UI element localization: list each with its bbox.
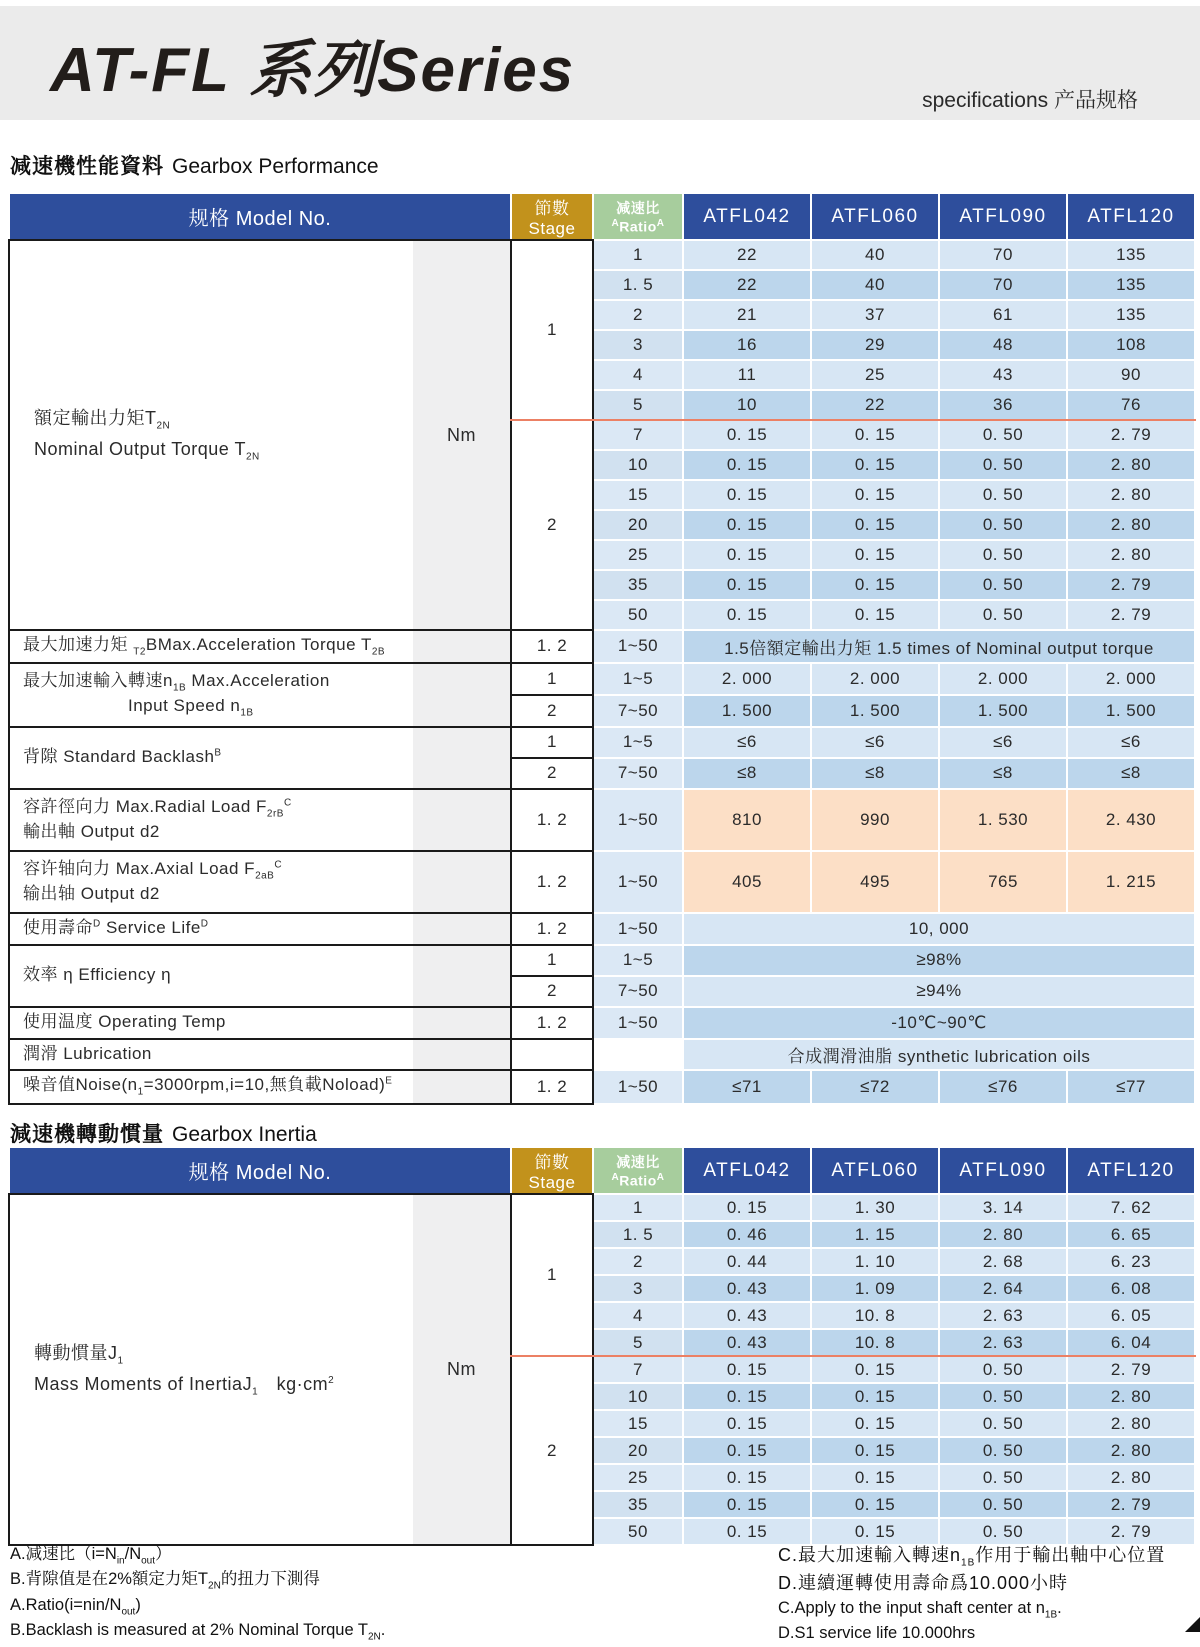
row-label-max-acceleration-input-speed: 最大加速輸入轉速$n_{1B}$ Max.Acceleration Input Speed $n_{1B}$: [9, 663, 413, 727]
col-header-stage: 節數Stage: [511, 193, 593, 240]
value-cell: 2. 000: [1067, 663, 1195, 695]
stage-2: 2: [511, 976, 593, 1007]
value-cell: 0. 15: [811, 1437, 939, 1464]
value-cell: 0. 15: [811, 1491, 939, 1518]
section-title-inertia-en: Gearbox Inertia: [172, 1123, 317, 1146]
value-cell: 0. 15: [811, 1464, 939, 1491]
value-cell: ≤72: [811, 1070, 939, 1104]
value-cell: 48: [939, 330, 1067, 360]
value-cell: 1. 09: [811, 1275, 939, 1302]
value-cell: 135: [1067, 270, 1195, 300]
row-label-service-life: 使用壽命$^D$ Service Life$^D$: [9, 913, 413, 945]
value-cell: 405: [683, 851, 811, 913]
value-cell: 0. 15: [811, 570, 939, 600]
ratio-cell: 4: [593, 360, 683, 390]
value-cell: 40: [811, 240, 939, 270]
value-cell: 2. 80: [1067, 480, 1195, 510]
value-cell: 0. 50: [939, 1383, 1067, 1410]
section-title-inertia-zh: 減速機轉動慣量: [10, 1123, 164, 1146]
value-cell: 0. 50: [939, 480, 1067, 510]
value-cell: 2. 000: [939, 663, 1067, 695]
value-cell: 2. 000: [811, 663, 939, 695]
gearbox-inertia-table: [8, 1146, 1196, 1546]
row-label-nominal-output-torque: 額定輸出力矩$T_{2N}$ Nominal Output Torque $T_{2N}$: [9, 240, 413, 630]
value-cell: 0. 15: [683, 450, 811, 480]
value-cell: 0. 43: [683, 1302, 811, 1329]
footnote-c-en: C.Apply to the input shaft center at $n_{1B}$.: [778, 1598, 1062, 1620]
value-cell: 0. 15: [683, 420, 811, 450]
value-cell: 0. 15: [683, 1194, 811, 1221]
value-cell: 0. 50: [939, 1464, 1067, 1491]
footnote-c-zh: C.最大加速輸入轉速$n_{1B}$作用于輸出軸中心位置: [778, 1545, 1166, 1569]
col-header-atfl042: ATFL042: [683, 1147, 811, 1194]
value-cell: 29: [811, 330, 939, 360]
col-header-model-no: 规格 Model No.: [9, 193, 511, 240]
value-cell: 0. 15: [811, 540, 939, 570]
section-title-performance-zh: 减速機性能資料: [10, 155, 164, 178]
col-header-atfl090: ATFL090: [939, 193, 1067, 240]
stage-1: 1: [511, 1194, 593, 1356]
col-header-stage: 節數Stage: [511, 1147, 593, 1194]
value-cell: ≤77: [1067, 1070, 1195, 1104]
stage-1-2: 1. 2: [511, 913, 593, 945]
unit-cell: [413, 913, 511, 945]
stage-1-2: 1. 2: [511, 1007, 593, 1039]
value-cell: 40: [811, 270, 939, 300]
value-cell: 0. 50: [939, 600, 1067, 630]
stage-1-2: 1. 2: [511, 789, 593, 851]
value-cell: 7. 62: [1067, 1194, 1195, 1221]
section-title-performance-en: Gearbox Performance: [172, 155, 379, 178]
value-cell: 0. 15: [811, 1356, 939, 1383]
value-cell: ≤6: [811, 727, 939, 758]
value-cell: 1. 500: [939, 695, 1067, 727]
value-cell: 0. 15: [683, 570, 811, 600]
value-cell: 0. 15: [683, 1383, 811, 1410]
unit-cell: [413, 630, 511, 663]
ratio-cell: 2: [593, 300, 683, 330]
value-cell: 2. 80: [1067, 1464, 1195, 1491]
ratio-cell: 1~5: [593, 663, 683, 695]
value-cell: 61: [939, 300, 1067, 330]
value-cell: 1. 10: [811, 1248, 939, 1275]
value-cell: 2. 79: [1067, 570, 1195, 600]
value-cell: ≤76: [939, 1070, 1067, 1104]
stage-1: 1: [511, 240, 593, 420]
value-cell: ≤8: [1067, 758, 1195, 789]
footnotes-left: [10, 1544, 750, 1646]
unit-cell: [413, 1070, 511, 1104]
value-cell: 76: [1067, 390, 1195, 420]
value-cell: 2. 80: [939, 1221, 1067, 1248]
ratio-cell: 20: [593, 1437, 683, 1464]
ratio-cell: 1~50: [593, 1007, 683, 1039]
value-cell: 6. 65: [1067, 1221, 1195, 1248]
value-cell: 2. 000: [683, 663, 811, 695]
gearbox-performance-table: [8, 192, 1196, 1105]
section-title-performance: [10, 150, 379, 180]
unit-cell: [413, 851, 511, 913]
footnote-d-en: D.S1 service life 10.000hrs: [778, 1624, 976, 1643]
ratio-cell: 25: [593, 540, 683, 570]
footnote-b-en: B.Backlash is measured at 2% Nominal Torque $T_{2N}$.: [10, 1621, 386, 1643]
ratio-cell: 1~5: [593, 945, 683, 976]
value-cell: 0. 15: [683, 1464, 811, 1491]
stage-1-2: 1. 2: [511, 630, 593, 663]
value-cell: 6. 04: [1067, 1329, 1195, 1356]
page-corner-mark: [1185, 1617, 1200, 1632]
value-cell: 90: [1067, 360, 1195, 390]
value-cell: 22: [683, 240, 811, 270]
value-cell: 1. 30: [811, 1194, 939, 1221]
row-label-operating-temp: 使用温度 Operating Temp: [9, 1007, 413, 1039]
value-cell: 0. 15: [811, 1410, 939, 1437]
value-cell: 1. 530: [939, 789, 1067, 851]
value-cell: ≤6: [939, 727, 1067, 758]
value-cell: 1. 215: [1067, 851, 1195, 913]
footnote-d-zh: D.連續運轉使用壽命爲10.000小時: [778, 1572, 1069, 1593]
ratio-cell: 7~50: [593, 758, 683, 789]
merged-value-cell: 合成潤滑油脂 synthetic lubrication oils: [683, 1039, 1195, 1070]
unit-cell: [413, 1039, 511, 1070]
value-cell: 0. 15: [811, 1383, 939, 1410]
col-header-ratio: 减速比$^A$Ratio$^A$: [593, 1147, 683, 1194]
row-label-max-axial-load: 容许轴向力 Max.Axial Load $F_{2aB}^C$ 输出轴 Output d2: [9, 851, 413, 913]
value-cell: 0. 15: [811, 1518, 939, 1545]
value-cell: 10. 8: [811, 1302, 939, 1329]
value-cell: 108: [1067, 330, 1195, 360]
col-header-ratio: 减速比$^A$Ratio$^A$: [593, 193, 683, 240]
footnote-a-en: $A.Ratio(i=nin/N_{out})$: [10, 1595, 141, 1618]
unit-nm: Nm: [413, 240, 511, 630]
value-cell: 2. 79: [1067, 420, 1195, 450]
ratio-cell: 10: [593, 450, 683, 480]
value-cell: 22: [811, 390, 939, 420]
value-cell: 1. 500: [811, 695, 939, 727]
unit-cell: [413, 727, 511, 789]
stage-2: 2: [511, 695, 593, 727]
col-header-atfl120: ATFL120: [1067, 193, 1195, 240]
value-cell: 2. 68: [939, 1248, 1067, 1275]
value-cell: 10: [683, 390, 811, 420]
ratio-cell: 15: [593, 480, 683, 510]
stage-2: 2: [511, 420, 593, 630]
ratio-cell: 20: [593, 510, 683, 540]
value-cell: 0. 50: [939, 540, 1067, 570]
value-cell: ≤71: [683, 1070, 811, 1104]
ratio-cell: 7: [593, 420, 683, 450]
merged-value-cell: 1.5倍額定輸出力矩 1.5 times of Nominal output torque: [683, 630, 1195, 663]
value-cell: 2. 79: [1067, 1491, 1195, 1518]
ratio-cell: 35: [593, 570, 683, 600]
col-header-atfl120: ATFL120: [1067, 1147, 1195, 1194]
row-label-mass-moments-of-inertia: 轉動慣量$J_1$ Mass Moments of InertiaJ$_1$ $kg\cdot cm^2$: [9, 1194, 413, 1545]
ratio-cell: 7: [593, 1356, 683, 1383]
unit-nm: Nm: [413, 1194, 511, 1545]
stage-1-2: 1. 2: [511, 1070, 593, 1104]
ratio-cell: 4: [593, 1302, 683, 1329]
value-cell: 990: [811, 789, 939, 851]
value-cell: 22: [683, 270, 811, 300]
stage-1: 1: [511, 663, 593, 695]
ratio-cell: 35: [593, 1491, 683, 1518]
value-cell: 11: [683, 360, 811, 390]
value-cell: 0. 15: [683, 480, 811, 510]
row-label-standard-backlash: 背隙 Standard Backlash$^B$: [9, 727, 413, 789]
value-cell: 0. 15: [683, 540, 811, 570]
col-header-atfl060: ATFL060: [811, 1147, 939, 1194]
value-cell: 2. 80: [1067, 510, 1195, 540]
value-cell: 0. 50: [939, 1410, 1067, 1437]
value-cell: 2. 80: [1067, 1410, 1195, 1437]
ratio-cell: [593, 1039, 683, 1070]
ratio-cell: 5: [593, 390, 683, 420]
value-cell: 37: [811, 300, 939, 330]
value-cell: 0. 15: [683, 600, 811, 630]
value-cell: 0. 50: [939, 420, 1067, 450]
ratio-cell: 3: [593, 1275, 683, 1302]
ratio-cell: 1. 5: [593, 1221, 683, 1248]
ratio-cell: 2: [593, 1248, 683, 1275]
unit-cell: [413, 945, 511, 1007]
value-cell: 0. 15: [811, 510, 939, 540]
merged-value-cell: ≥94%: [683, 976, 1195, 1007]
value-cell: 2. 430: [1067, 789, 1195, 851]
value-cell: ≤6: [683, 727, 811, 758]
value-cell: 10. 8: [811, 1329, 939, 1356]
value-cell: 0. 50: [939, 1437, 1067, 1464]
value-cell: 0. 46: [683, 1221, 811, 1248]
stage-1: 1: [511, 727, 593, 758]
value-cell: 43: [939, 360, 1067, 390]
value-cell: 6. 08: [1067, 1275, 1195, 1302]
ratio-cell: 50: [593, 1518, 683, 1545]
ratio-cell: 1~50: [593, 1070, 683, 1104]
value-cell: 2. 80: [1067, 450, 1195, 480]
value-cell: 2. 64: [939, 1275, 1067, 1302]
value-cell: ≤8: [939, 758, 1067, 789]
page-subtitle: specifications 产品规格: [922, 89, 1138, 112]
value-cell: 0. 50: [939, 1356, 1067, 1383]
row-label-max-radial-load: 容許徑向力 Max.Radial Load $F_{2rB}^C$ 輸出軸 Output d2: [9, 789, 413, 851]
value-cell: 1. 500: [683, 695, 811, 727]
row-label-noise: 噪音值$Noise(n_1=3000rpm,i=10$,無負載Noload)$^E$: [9, 1070, 413, 1104]
value-cell: 0. 50: [939, 450, 1067, 480]
ratio-cell: 7~50: [593, 695, 683, 727]
value-cell: 6. 23: [1067, 1248, 1195, 1275]
unit-cell: [413, 1007, 511, 1039]
value-cell: 0. 44: [683, 1248, 811, 1275]
value-cell: ≤8: [683, 758, 811, 789]
value-cell: 16: [683, 330, 811, 360]
ratio-cell: 5: [593, 1329, 683, 1356]
ratio-cell: 1~50: [593, 789, 683, 851]
value-cell: 135: [1067, 300, 1195, 330]
ratio-cell: 50: [593, 600, 683, 630]
value-cell: 2. 63: [939, 1302, 1067, 1329]
value-cell: 0. 43: [683, 1275, 811, 1302]
merged-value-cell: ≥98%: [683, 945, 1195, 976]
value-cell: 2. 80: [1067, 1383, 1195, 1410]
unit-cell: [413, 789, 511, 851]
value-cell: 0. 15: [683, 1491, 811, 1518]
stage-1: 1: [511, 945, 593, 976]
value-cell: 2. 80: [1067, 1437, 1195, 1464]
value-cell: ≤6: [1067, 727, 1195, 758]
row-label-max-acceleration-torque: 最大加速力矩 $_{T2}$BMax.Acceleration Torque $T_{2B}$: [9, 630, 413, 663]
value-cell: 0. 15: [683, 1518, 811, 1545]
merged-value-cell: -10℃~90℃: [683, 1007, 1195, 1039]
title-banner: [0, 6, 1200, 120]
value-cell: 70: [939, 240, 1067, 270]
ratio-cell: 1: [593, 240, 683, 270]
stage-1-2: 1. 2: [511, 851, 593, 913]
ratio-cell: 1~50: [593, 913, 683, 945]
value-cell: 2. 79: [1067, 1518, 1195, 1545]
footnote-a-zh: A.减速比$(i=N_{in}/N_{out})$: [10, 1545, 172, 1567]
row-label-efficiency: 效率 η Efficiency η: [9, 945, 413, 1007]
ratio-cell: 3: [593, 330, 683, 360]
page-title: AT-FL 系列Series: [50, 36, 576, 105]
value-cell: 70: [939, 270, 1067, 300]
value-cell: 0. 15: [811, 480, 939, 510]
col-header-atfl042: ATFL042: [683, 193, 811, 240]
stage-2: 2: [511, 758, 593, 789]
value-cell: 0. 50: [939, 1518, 1067, 1545]
value-cell: 2. 79: [1067, 600, 1195, 630]
value-cell: 1. 15: [811, 1221, 939, 1248]
value-cell: 1. 500: [1067, 695, 1195, 727]
value-cell: 6. 05: [1067, 1302, 1195, 1329]
value-cell: 2. 80: [1067, 540, 1195, 570]
merged-value-cell: 10, 000: [683, 913, 1195, 945]
stage-2: 2: [511, 1356, 593, 1545]
footnotes-right: [778, 1544, 1198, 1647]
value-cell: 36: [939, 390, 1067, 420]
value-cell: 0. 50: [939, 570, 1067, 600]
value-cell: 765: [939, 851, 1067, 913]
unit-cell: [413, 663, 511, 727]
value-cell: 25: [811, 360, 939, 390]
value-cell: 21: [683, 300, 811, 330]
value-cell: 0. 50: [939, 1491, 1067, 1518]
ratio-cell: 1~50: [593, 851, 683, 913]
value-cell: 0. 15: [683, 1410, 811, 1437]
value-cell: 0. 15: [811, 600, 939, 630]
value-cell: 2. 63: [939, 1329, 1067, 1356]
value-cell: 0. 43: [683, 1329, 811, 1356]
ratio-cell: 7~50: [593, 976, 683, 1007]
footnote-b-zh: B.背隙值是在2%額定力矩$T_{2N}$的扭力下測得: [10, 1570, 320, 1592]
value-cell: 0. 15: [683, 510, 811, 540]
ratio-cell: 15: [593, 1410, 683, 1437]
value-cell: 495: [811, 851, 939, 913]
value-cell: 0. 15: [683, 1356, 811, 1383]
col-header-atfl060: ATFL060: [811, 193, 939, 240]
value-cell: 135: [1067, 240, 1195, 270]
row-label-lubrication: 潤滑 Lubrication: [9, 1039, 413, 1070]
ratio-cell: 10: [593, 1383, 683, 1410]
value-cell: 3. 14: [939, 1194, 1067, 1221]
ratio-cell: 1~5: [593, 727, 683, 758]
value-cell: ≤8: [811, 758, 939, 789]
value-cell: 0. 15: [811, 420, 939, 450]
ratio-cell: 1: [593, 1194, 683, 1221]
stage-empty: [511, 1039, 593, 1070]
ratio-cell: 25: [593, 1464, 683, 1491]
value-cell: 0. 15: [683, 1437, 811, 1464]
value-cell: 0. 15: [811, 450, 939, 480]
col-header-atfl090: ATFL090: [939, 1147, 1067, 1194]
ratio-cell: 1~50: [593, 630, 683, 663]
value-cell: 0. 50: [939, 510, 1067, 540]
ratio-cell: 1. 5: [593, 270, 683, 300]
value-cell: 2. 79: [1067, 1356, 1195, 1383]
col-header-model-no: 规格 Model No.: [9, 1147, 511, 1194]
value-cell: 810: [683, 789, 811, 851]
section-title-inertia: [10, 1118, 317, 1148]
